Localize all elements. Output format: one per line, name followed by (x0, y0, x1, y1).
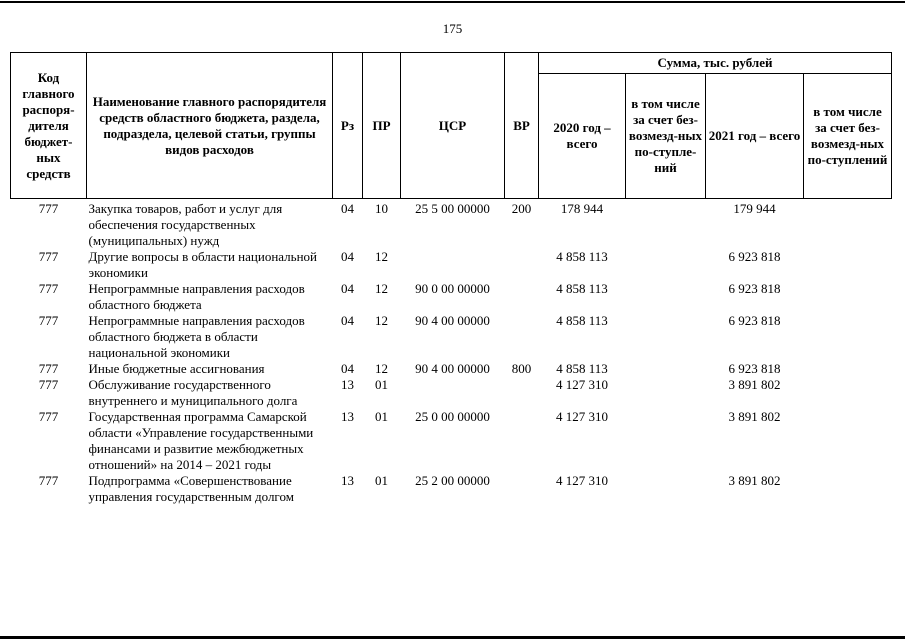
cell-code: 777 (38, 281, 59, 296)
page-number: 175 (442, 21, 463, 36)
cell-2021-total: 6 923 818 (728, 249, 781, 264)
cell-pr: 12 (375, 281, 388, 296)
cell-vr (505, 377, 539, 409)
table-row (11, 377, 892, 409)
cell-name: Закупка товаров, работ и услуг для обеспечения государственных (муниципальных) нужд (88, 201, 283, 248)
cell-rz: 13 (341, 473, 354, 488)
cell-csr: 25 2 00 00000 (415, 473, 490, 488)
cell-2021-gratuitous (804, 313, 892, 361)
cell-csr: 90 4 00 00000 (415, 361, 490, 376)
table-row (11, 281, 892, 313)
budget-table (10, 52, 892, 505)
header-vr: ВР (505, 53, 539, 199)
table-row (11, 199, 892, 250)
cell-csr: 90 0 00 00000 (415, 281, 490, 296)
cell-2021-gratuitous (804, 361, 892, 377)
cell-2021-gratuitous (804, 473, 892, 505)
cell-csr: 25 0 00 00000 (415, 409, 490, 424)
cell-rz: 04 (341, 201, 354, 216)
cell-2020-total: 4 858 113 (556, 313, 608, 328)
cell-vr: 800 (511, 361, 532, 376)
cell-2021-gratuitous (804, 377, 892, 409)
cell-2021-total: 3 891 802 (728, 377, 781, 392)
cell-pr: 12 (375, 361, 388, 376)
cell-pr: 01 (375, 377, 388, 392)
cell-vr: 200 (511, 201, 532, 216)
header-name: Наименование главного распорядителя средств областного бюджета, раздела, подраздела, целевой статьи, группы видов расходов (87, 53, 333, 199)
cell-rz: 04 (341, 249, 354, 264)
cell-2021-gratuitous (804, 249, 892, 281)
header-rz: Рз (333, 53, 363, 199)
cell-code: 777 (38, 409, 59, 424)
table-body (11, 199, 892, 506)
cell-code: 777 (38, 313, 59, 328)
cell-pr: 01 (375, 473, 388, 488)
cell-vr (505, 409, 539, 473)
cell-vr (505, 313, 539, 361)
table-row (11, 409, 892, 473)
cell-2020-gratuitous (626, 199, 706, 250)
cell-2020-gratuitous (626, 313, 706, 361)
cell-2021-total: 3 891 802 (728, 473, 781, 488)
cell-2020-total: 4 127 310 (556, 377, 608, 392)
cell-name: Обслуживание государственного внутреннего и муниципального долга (88, 377, 298, 408)
header-2021-total: 2021 год – всего (706, 74, 804, 199)
cell-2020-gratuitous (626, 249, 706, 281)
table-row (11, 361, 892, 377)
cell-2020-gratuitous (626, 377, 706, 409)
cell-vr (505, 249, 539, 281)
cell-pr: 12 (375, 249, 388, 264)
cell-name: Иные бюджетные ассигнования (88, 361, 265, 376)
cell-2021-gratuitous (804, 409, 892, 473)
cell-2020-total: 4 127 310 (556, 473, 608, 488)
table-row (11, 249, 892, 281)
cell-name: Подпрограмма «Совершенствование управления государственным долгом (88, 473, 294, 504)
cell-2020-total: 4 858 113 (556, 281, 608, 296)
table-row (11, 313, 892, 361)
cell-2020-gratuitous (626, 409, 706, 473)
cell-2020-total: 4 858 113 (556, 361, 608, 376)
cell-2020-total: 178 944 (560, 201, 604, 216)
header-2020-total: 2020 год – всего (539, 74, 626, 199)
cell-rz: 04 (341, 361, 354, 376)
cell-vr (505, 473, 539, 505)
cell-pr: 10 (375, 201, 388, 216)
cell-code: 777 (38, 361, 59, 376)
cell-name: Непрограммные направления расходов областного бюджета (88, 281, 305, 312)
cell-rz: 04 (341, 313, 354, 328)
cell-csr: 90 4 00 00000 (415, 313, 490, 328)
cell-2021-total: 179 944 (733, 201, 776, 216)
header-sum-group: Сумма, тыс. рублей (539, 53, 892, 74)
cell-name: Другие вопросы в области национальной экономики (88, 249, 317, 280)
cell-2020-total: 4 127 310 (556, 409, 608, 424)
cell-csr (401, 249, 505, 281)
header-2021-gratuitous: в том числе за счет без-возмезд-ных по-ступлений (804, 74, 892, 199)
cell-2021-total: 6 923 818 (728, 281, 781, 296)
cell-code: 777 (38, 377, 59, 392)
cell-vr (505, 281, 539, 313)
table-row (11, 473, 892, 505)
cell-code: 777 (38, 201, 59, 216)
cell-rz: 04 (341, 281, 354, 296)
cell-2021-total: 3 891 802 (728, 409, 781, 424)
cell-2020-gratuitous (626, 281, 706, 313)
header-csr: ЦСР (401, 53, 505, 199)
cell-2020-gratuitous (626, 473, 706, 505)
cell-2021-gratuitous (804, 281, 892, 313)
cell-rz: 13 (341, 409, 354, 424)
cell-code: 777 (38, 249, 59, 264)
cell-code: 777 (38, 473, 59, 488)
cell-rz: 13 (341, 377, 354, 392)
top-border-line (0, 1, 905, 3)
cell-name: Государственная программа Самарской области «Управление государственными финансами и развитие межбюджетных отношений» на 2014 – 2021 годы (88, 409, 314, 472)
cell-pr: 01 (375, 409, 388, 424)
cell-2020-total: 4 858 113 (556, 249, 608, 264)
cell-2021-total: 6 923 818 (728, 361, 781, 376)
cell-2021-total: 6 923 818 (728, 313, 781, 328)
header-code: Код главного распоря-дителя бюджет-ных средств (11, 53, 87, 199)
table-header (11, 53, 892, 199)
cell-name: Непрограммные направления расходов областного бюджета в области национальной экономики (88, 313, 305, 360)
cell-2021-gratuitous (804, 199, 892, 250)
header-2020-gratuitous: в том числе за счет без-возмезд-ных по-ступле-ний (626, 74, 706, 199)
cell-csr (401, 377, 505, 409)
cell-2020-gratuitous (626, 361, 706, 377)
bottom-border-line (0, 636, 905, 639)
cell-csr: 25 5 00 00000 (415, 201, 490, 216)
cell-pr: 12 (375, 313, 388, 328)
header-pr: ПР (363, 53, 401, 199)
